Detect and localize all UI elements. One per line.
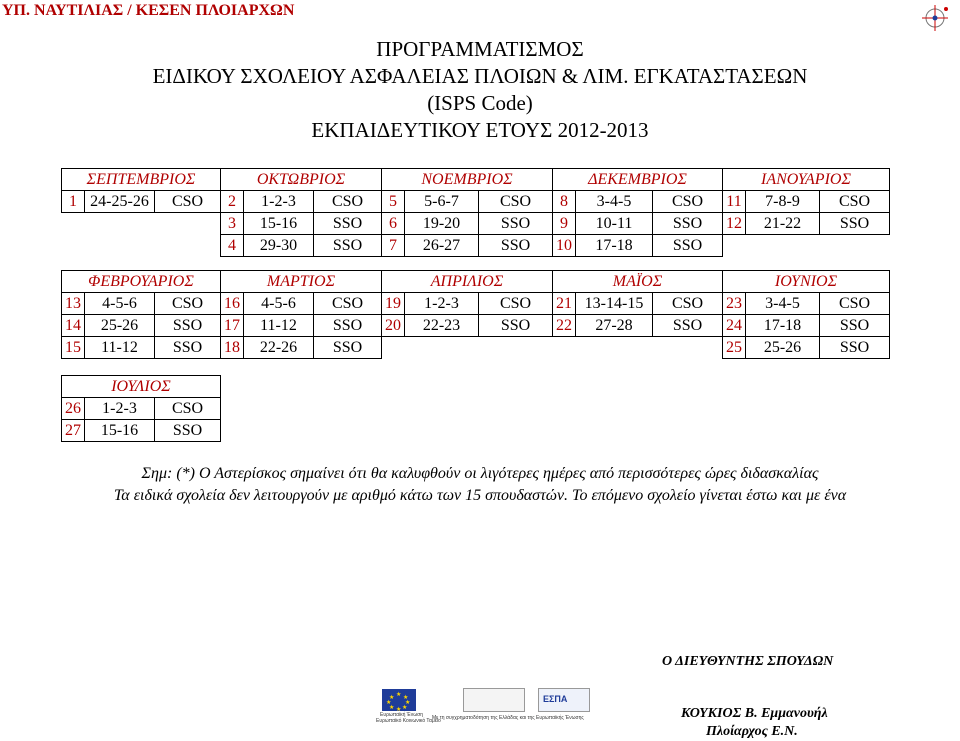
session-dates: 13-14-15	[576, 293, 653, 315]
session-dates: 21-22	[746, 213, 820, 235]
course-type: SSO	[155, 315, 221, 337]
session-number: 10	[553, 235, 576, 257]
session-number: 18	[221, 337, 244, 359]
table-row	[62, 235, 890, 257]
session-dates: 1-2-3	[244, 191, 314, 213]
session-dates: 4-5-6	[85, 293, 155, 315]
course-type: SSO	[314, 337, 382, 359]
session-number: 21	[553, 293, 576, 315]
session-dates: 7-8-9	[746, 191, 820, 213]
session-dates: 11-12	[85, 337, 155, 359]
title-line-4: ΕΚΠΑΙΔΕΥΤΙΚΟΥ ΕΤΟΥΣ 2012-2013	[311, 118, 649, 142]
session-dates: 10-11	[576, 213, 653, 235]
ministry-logo-icon	[463, 688, 525, 712]
empty-cell	[553, 337, 576, 359]
session-dates: 26-27	[405, 235, 479, 257]
month-header: ΣΕΠΤΕΜΒΡΙΟΣ	[62, 169, 221, 191]
table-row	[62, 191, 890, 213]
session-dates: 29-30	[244, 235, 314, 257]
month-header: ΜΑΡΤΙΟΣ	[221, 271, 382, 293]
director-rank: Πλοίαρχος Ε.Ν.	[706, 724, 798, 739]
session-number: 20	[382, 315, 405, 337]
session-number: 15	[62, 337, 85, 359]
month-header-row	[62, 376, 221, 398]
month-header: ΙΟΥΛΙΟΣ	[62, 376, 221, 398]
course-type: CSO	[155, 191, 221, 213]
course-type: CSO	[155, 293, 221, 315]
session-number: 6	[382, 213, 405, 235]
course-type: SSO	[479, 235, 553, 257]
table-row	[62, 213, 890, 235]
session-dates: 11-12	[244, 315, 314, 337]
month-header: ΦΕΒΡΟΥΑΡΙΟΣ	[62, 271, 221, 293]
title-line-2: ΕΙΔΙΚΟΥ ΣΧΟΛΕΙΟΥ ΑΣΦΑΛΕΙΑΣ ΠΛΟΙΩΝ & ΛΙΜ. ΕΓΚΑΤΑΣΤΑΣΕΩΝ	[152, 64, 808, 88]
session-number: 5	[382, 191, 405, 213]
session-dates: 27-28	[576, 315, 653, 337]
table-row	[62, 293, 890, 315]
session-number: 7	[382, 235, 405, 257]
empty-cell	[382, 337, 405, 359]
empty-cell	[576, 337, 653, 359]
session-dates: 15-16	[244, 213, 314, 235]
month-header: ΜΑΪΟΣ	[553, 271, 723, 293]
month-header: ΔΕΚΕΜΒΡΙΟΣ	[553, 169, 723, 191]
cofunding-slogan: Με τη συγχρηματοδότηση της Ελλάδας και της Ευρωπαϊκής Ένωσης	[432, 715, 584, 721]
session-dates: 24-25-26	[85, 191, 155, 213]
eu-flag-icon: ★ ★ ★ ★ ★ ★ ★ ★	[382, 689, 416, 711]
schedule-table-feb-jun	[61, 270, 890, 359]
course-type: SSO	[314, 315, 382, 337]
session-number: 4	[221, 235, 244, 257]
empty-cell	[479, 337, 553, 359]
course-type: SSO	[820, 337, 890, 359]
course-type: CSO	[479, 191, 553, 213]
note-min-students: Τα ειδικά σχολεία δεν λειτουργούν με αριθμό κάτω των 15 σπουδαστών. Το επόμενο σχολείο γίνεται έστω και με ένα	[113, 487, 847, 504]
empty-cell	[405, 337, 479, 359]
espa-label: ΕΣΠΑ	[543, 694, 568, 704]
table-row	[62, 398, 221, 420]
espa-logo-icon	[538, 688, 590, 712]
session-dates: 3-4-5	[576, 191, 653, 213]
course-type: SSO	[155, 337, 221, 359]
course-type: CSO	[155, 398, 221, 420]
course-type: SSO	[155, 420, 221, 442]
session-dates: 22-23	[405, 315, 479, 337]
course-type: SSO	[653, 235, 723, 257]
session-dates: 22-26	[244, 337, 314, 359]
empty-cell	[85, 213, 155, 235]
session-dates: 5-6-7	[405, 191, 479, 213]
session-dates: 25-26	[85, 315, 155, 337]
session-number: 27	[62, 420, 85, 442]
session-number: 1	[62, 191, 85, 213]
eu-caption-2: Ευρωπαϊκό Κοινωνικό Ταμείο	[376, 718, 441, 724]
session-number: 13	[62, 293, 85, 315]
course-type: SSO	[653, 213, 723, 235]
month-header: ΝΟΕΜΒΡΙΟΣ	[382, 169, 553, 191]
session-number: 3	[221, 213, 244, 235]
empty-cell	[746, 235, 820, 257]
session-dates: 25-26	[746, 337, 820, 359]
empty-cell	[85, 235, 155, 257]
session-dates: 17-18	[576, 235, 653, 257]
empty-cell	[820, 235, 890, 257]
session-number: 9	[553, 213, 576, 235]
empty-cell	[155, 213, 221, 235]
session-number: 16	[221, 293, 244, 315]
note-asterisk: Σημ: (*) Ο Αστερίσκος σημαίνει ότι θα καλυφθούν οι λιγότερες ημέρες από περισσότερες ώρες διδασκαλίας	[141, 465, 819, 482]
session-number: 17	[221, 315, 244, 337]
course-type: SSO	[820, 213, 890, 235]
table-row	[62, 315, 890, 337]
course-type: CSO	[479, 293, 553, 315]
course-type: SSO	[314, 213, 382, 235]
course-type: CSO	[653, 191, 723, 213]
table-row	[62, 420, 221, 442]
session-dates: 15-16	[85, 420, 155, 442]
course-type: CSO	[653, 293, 723, 315]
month-header: ΙΟΥΝΙΟΣ	[723, 271, 890, 293]
course-type: SSO	[820, 315, 890, 337]
title-line-3: (ISPS Code)	[427, 91, 533, 115]
session-number: 2	[221, 191, 244, 213]
course-type: CSO	[820, 293, 890, 315]
month-header-row	[62, 271, 890, 293]
empty-cell	[155, 235, 221, 257]
session-number: 22	[553, 315, 576, 337]
course-type: SSO	[479, 213, 553, 235]
empty-cell	[62, 235, 85, 257]
session-number: 23	[723, 293, 746, 315]
month-header-row	[62, 169, 890, 191]
empty-cell	[723, 235, 746, 257]
course-type: SSO	[314, 235, 382, 257]
session-number: 12	[723, 213, 746, 235]
course-type: CSO	[314, 191, 382, 213]
session-number: 14	[62, 315, 85, 337]
session-number: 24	[723, 315, 746, 337]
course-type: CSO	[820, 191, 890, 213]
ministry-header: ΥΠ. ΝΑΥΤΙΛΙΑΣ / ΚΕΣΕΝ ΠΛΟΙΑΡΧΩΝ	[2, 2, 295, 19]
director-title: Ο ΔΙΕΥΘΥΝΤΗΣ ΣΠΟΥΔΩΝ	[662, 654, 834, 669]
session-dates: 19-20	[405, 213, 479, 235]
eu-caption: Ευρωπαϊκή Ένωση	[380, 712, 423, 718]
session-dates: 1-2-3	[405, 293, 479, 315]
course-type: CSO	[314, 293, 382, 315]
empty-cell	[653, 337, 723, 359]
session-number: 19	[382, 293, 405, 315]
session-number: 8	[553, 191, 576, 213]
schedule-table-jul	[61, 375, 221, 442]
empty-cell	[62, 213, 85, 235]
session-number: 11	[723, 191, 746, 213]
session-dates: 4-5-6	[244, 293, 314, 315]
schedule-table-sep-jan	[61, 168, 890, 257]
compass-logo-icon	[916, 2, 954, 34]
session-number: 26	[62, 398, 85, 420]
director-name: ΚΟΥΚΙΟΣ Β. Εμμανουήλ	[681, 706, 828, 721]
table-row	[62, 337, 890, 359]
course-type: SSO	[653, 315, 723, 337]
title-line-1: ΠΡΟΓΡΑΜΜΑΤΙΣΜΟΣ	[376, 37, 584, 61]
session-dates: 1-2-3	[85, 398, 155, 420]
month-header: ΑΠΡΙΛΙΟΣ	[382, 271, 553, 293]
session-number: 25	[723, 337, 746, 359]
session-dates: 17-18	[746, 315, 820, 337]
month-header: ΟΚΤΩΒΡΙΟΣ	[221, 169, 382, 191]
document-titles	[0, 36, 960, 144]
session-dates: 3-4-5	[746, 293, 820, 315]
month-header: ΙΑΝΟΥΑΡΙΟΣ	[723, 169, 890, 191]
course-type: SSO	[479, 315, 553, 337]
